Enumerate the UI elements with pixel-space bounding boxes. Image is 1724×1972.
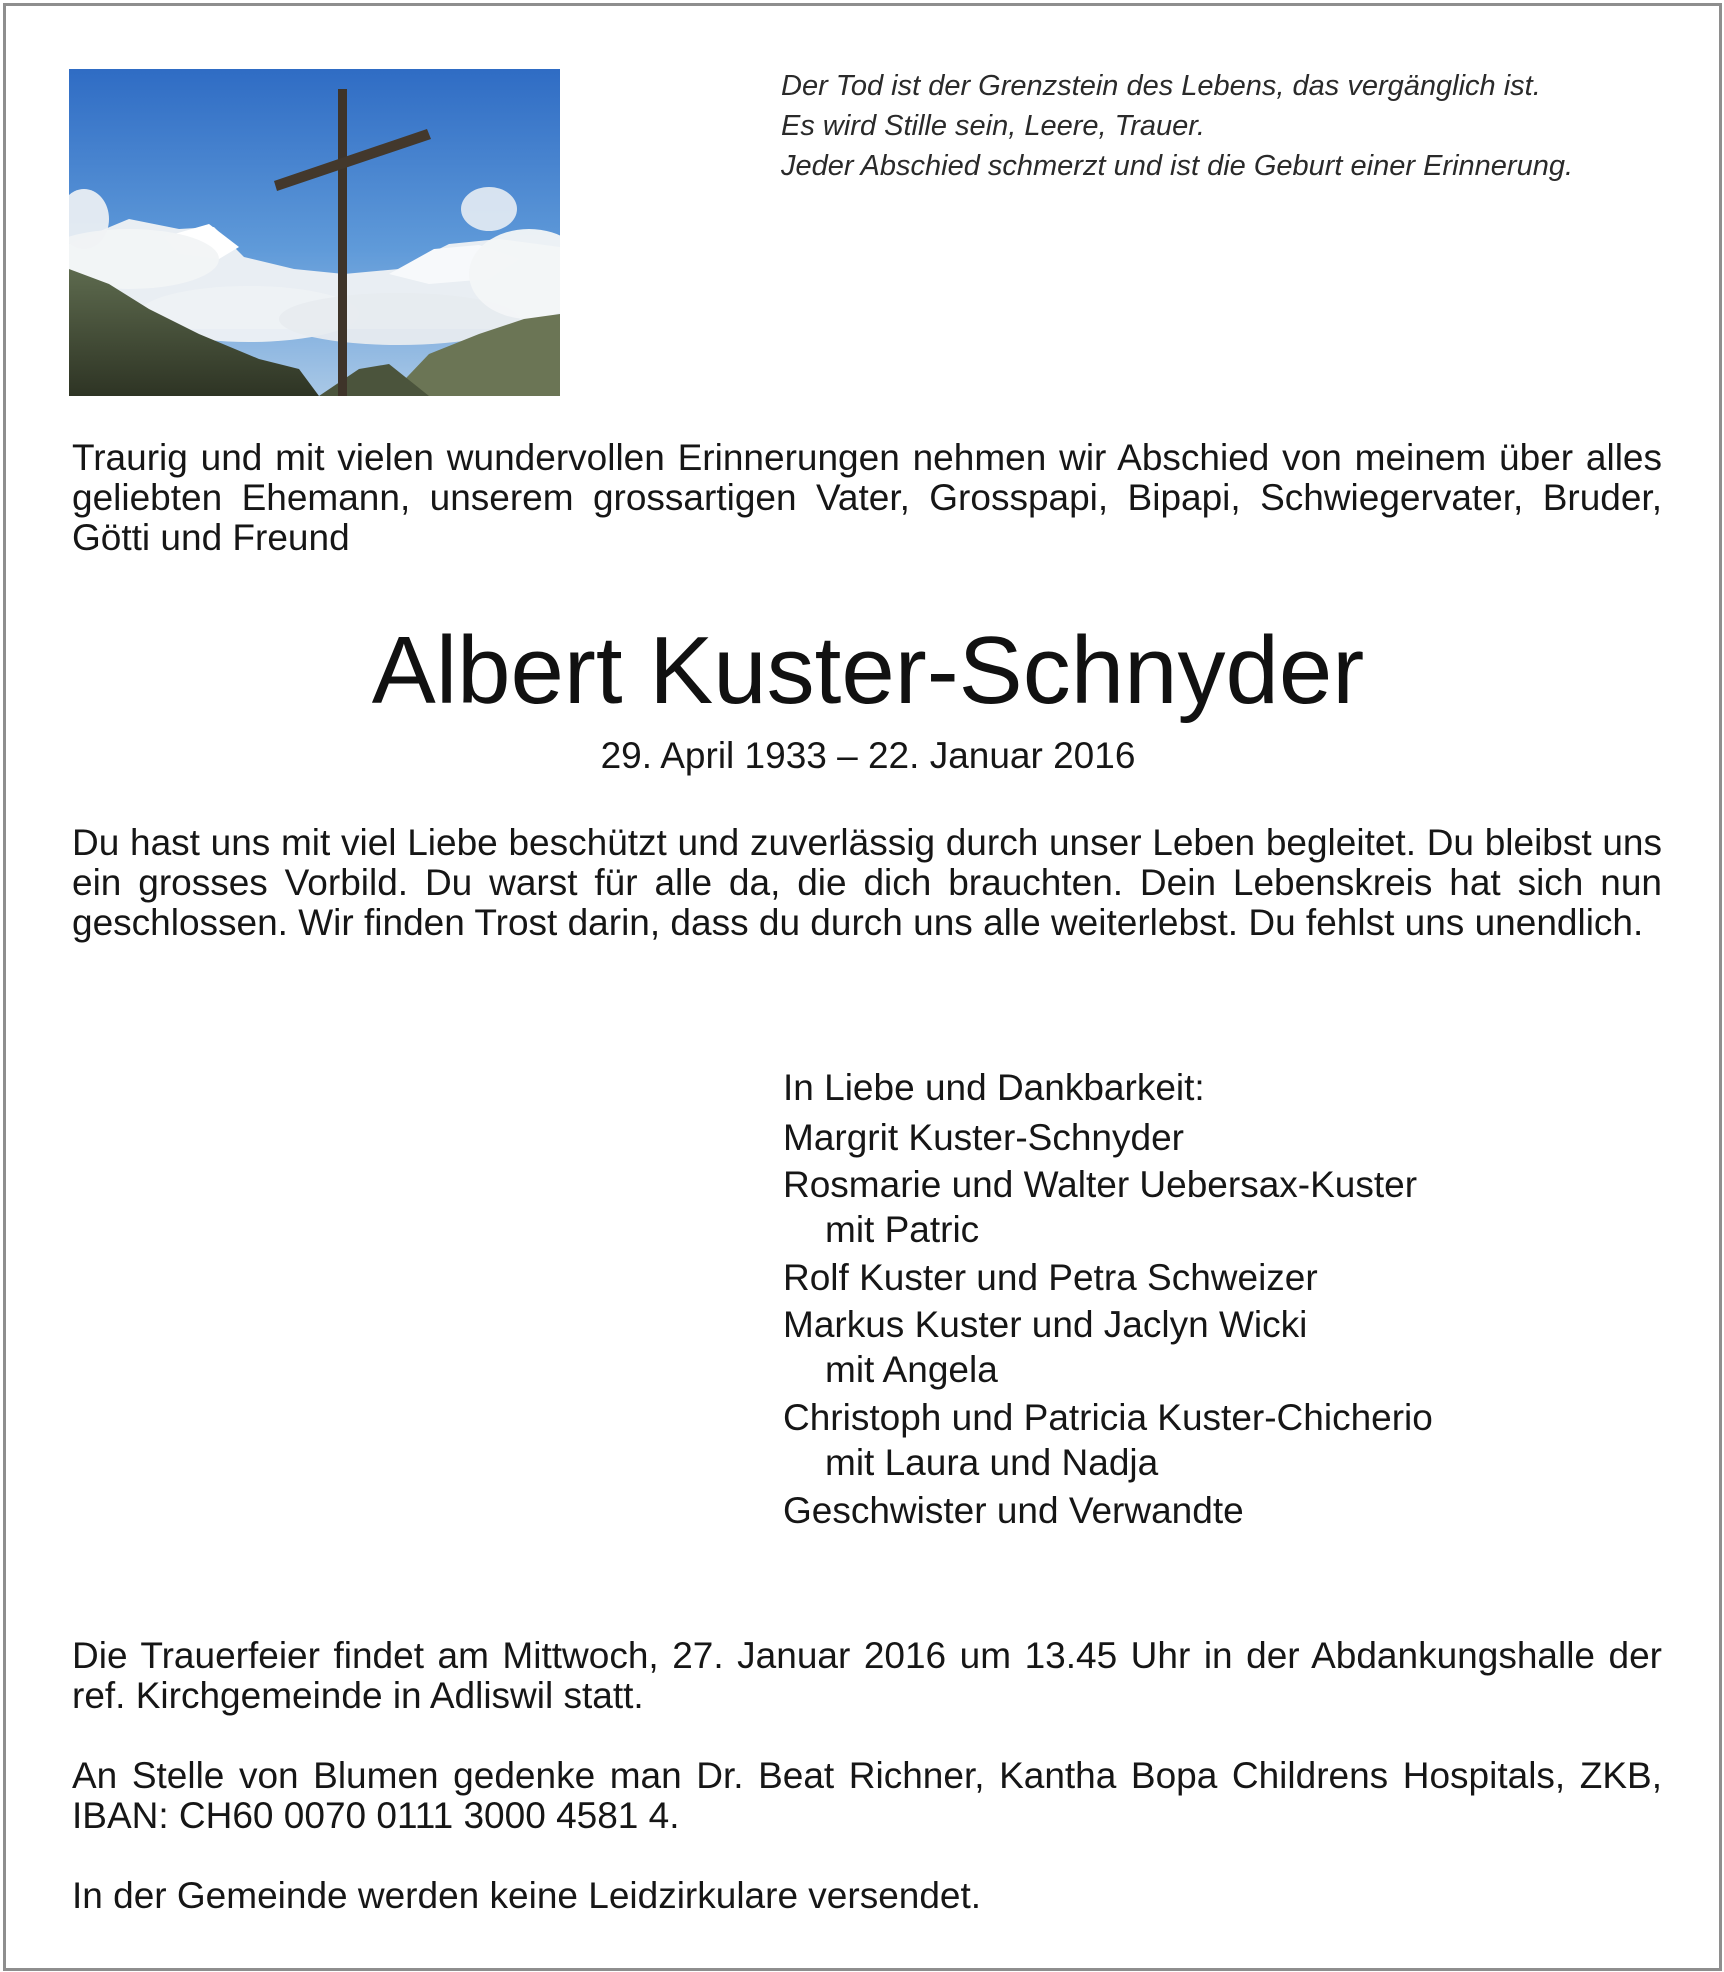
ceremony-paragraph: Die Trauerfeier findet am Mittwoch, 27. Januar 2016 um 13.45 Uhr in der Abdankungshalle der ref. Kirchgemeinde in Adliswil statt.	[72, 1635, 1662, 1716]
family-member	[783, 1487, 1683, 1534]
mountain-cross-photo	[69, 69, 560, 396]
intro-paragraph: Traurig und mit vielen wundervollen Erinnerungen nehmen wir Abschied von meinem über alles geliebten Ehemann, unserem grossartigen Vater, Grosspapi, Bipapi, Schwiegervater, Bruder, Götti und Freund	[72, 437, 1662, 558]
life-dates: 29. April 1933 – 22. Januar 2016	[600, 735, 1136, 776]
member-children: mit Patric	[825, 1209, 980, 1250]
family-member	[783, 1161, 1683, 1254]
notice-paragraph: In der Gemeinde werden keine Leidzirkulare versendet.	[72, 1875, 982, 1916]
cross-on-mountain-icon	[69, 69, 560, 396]
family-heading: In Liebe und Dankbarkeit:	[783, 1067, 1205, 1108]
tribute-paragraph: Du hast uns mit viel Liebe beschützt und zuverlässig durch unser Leben begleitet. Du bleibst uns ein grosses Vorbild. Du warst für alle da, die dich brauchten. Dein Lebenskreis hat sich nun geschlossen. Wir finden Trost darin, dass du durch uns alle weiterlebst. Du fehlst uns unendlich.	[72, 822, 1662, 943]
obituary-frame	[3, 3, 1722, 1971]
member-name: Geschwister und Verwandte	[783, 1490, 1244, 1531]
quote-line: Jeder Abschied schmerzt und ist die Geburt einer Erinnerung.	[781, 150, 1574, 182]
family-list	[783, 1066, 1683, 1534]
member-name: Rosmarie und Walter Uebersax-Kuster	[783, 1164, 1418, 1205]
member-name: Markus Kuster und Jaclyn Wicki	[783, 1304, 1308, 1345]
family-member	[783, 1254, 1683, 1301]
donation-paragraph: An Stelle von Blumen gedenke man Dr. Beat Richner, Kantha Bopa Childrens Hospitals, ZKB, IBAN: CH60 0070 0111 3000 4581 4.	[72, 1755, 1662, 1836]
quote-line: Der Tod ist der Grenzstein des Lebens, das vergänglich ist.	[781, 70, 1541, 102]
family-member	[783, 1301, 1683, 1394]
member-children: mit Laura und Nadja	[825, 1442, 1159, 1483]
member-name: Margrit Kuster-Schnyder	[783, 1117, 1184, 1158]
family-member	[783, 1394, 1683, 1487]
member-name: Christoph und Patricia Kuster-Chicherio	[783, 1397, 1433, 1438]
member-children: mit Angela	[825, 1349, 998, 1390]
quote-block	[781, 66, 1681, 186]
quote-line: Es wird Stille sein, Leere, Trauer.	[781, 110, 1205, 142]
member-name: Rolf Kuster und Petra Schweizer	[783, 1257, 1318, 1298]
family-member	[783, 1114, 1683, 1161]
deceased-name: Albert Kuster-Schnyder	[371, 617, 1365, 724]
